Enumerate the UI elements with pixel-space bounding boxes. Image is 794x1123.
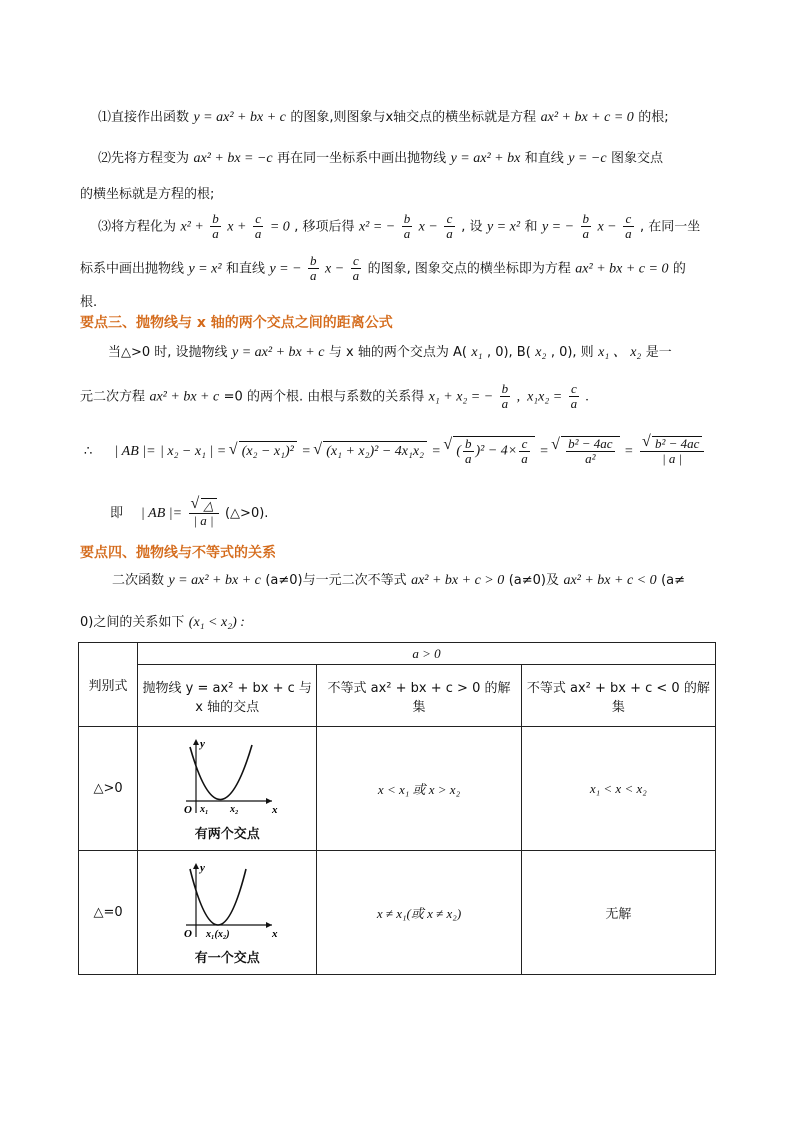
row2-caption: 有一个交点	[194, 951, 260, 966]
distance-conclusion: 即 | AB |= √ $\frac{\triangle}{| a |}$ (△>0).	[110, 498, 268, 528]
section-3-para-1: 当△>0 时, 设抛物线 y = ax² + bx + c 与 x 轴的两个交点为 A( x₁ , 0), B( x₂ , 0), 则 x₁ 、 x₂ 是一	[108, 345, 672, 360]
method-item-2: ⑵先将方程变为 ax² + bx = −c 再在同一坐标系中画出抛物线 y = ax² + bx 和直线 y = −c 图象交点	[98, 151, 664, 166]
row2-gt-solution: x ≠ x₁(或 x ≠ x₂)	[317, 851, 521, 975]
svg-text:y: y	[200, 862, 206, 874]
method-item-2-cont: 的横坐标就是方程的根;	[80, 187, 215, 202]
svg-text:x₁(x₂): x₁(x₂)	[206, 929, 230, 940]
section-4-para-2: 0)之间的关系如下 (x₁ < x₂) :	[80, 615, 245, 630]
distance-formula: ∴ | AB |= | x₂ − x₁ | = √ (x₂ − x₁)² = √ (x₁ + x₂)² − 4x₁x₂ = √ ( $\frac{b}{a}$ )² − 4× $\frac{c}{a}$ = √ $\frac{\text{b² − 4ac}}{\text{a²}}$ = √ $\frac{\text{b² − 4ac}}{| a |}$	[84, 436, 706, 466]
table-row	[79, 727, 716, 851]
row1-caption: 有两个交点	[194, 827, 260, 842]
section-4-para-1: 二次函数 y = ax² + bx + c (a≠0)与一元二次不等式 ax² + bx + c > 0 (a≠0)及 ax² + bx + c < 0 (a≠	[112, 573, 686, 588]
row2-lt-solution: 无解	[521, 851, 715, 975]
section-3-para-2: 元二次方程 ax² + bx + c =0 的两个根. 由根与系数的关系得 x₁ + x₂ = − $\frac{b}{a}$ , x₁x₂ = $\frac{c}{a}$ .	[80, 381, 590, 411]
svg-text:x: x	[272, 928, 278, 940]
row1-gt-solution: x < x₁ 或 x > x₂	[317, 727, 521, 851]
section-4-heading: 要点四、抛物线与不等式的关系	[80, 545, 276, 561]
method-item-1: ⑴直接作出函数 y = ax² + bx + c 的图象,则图象与x轴交点的横坐标就是方程 ax² + bx + c = 0 的根;	[98, 110, 669, 125]
relation-table	[78, 642, 716, 975]
header-discriminant: 判别式	[79, 643, 138, 727]
method-item-3-line2: 标系中画出抛物线 y = x² 和直线 y = − $\frac{b}{a}$ x − $\frac{c}{a}$ 的图象, 图象交点的横坐标即为方程 ax² + bx + c = 0 的	[80, 253, 686, 283]
svg-text:O: O	[184, 928, 193, 940]
header-intersections: 抛物线 y = ax² + bx + c 与 x 轴的交点	[138, 665, 317, 727]
row1-discriminant: △>0	[79, 727, 138, 851]
method-item-3: ⑶将方程化为 x² + $\frac{b}{a}$ x + $\frac{c}{a}$ = 0 , 移项后得 x² = − $\frac{b}{a}$ x − $\frac{c}{a}$ , 设 y = x² 和 y = − $\frac{b}{a}$ x − $\frac{c}{a}$ , 在同一坐	[98, 211, 701, 241]
svg-text:x: x	[272, 804, 278, 816]
svg-text:x₁: x₁	[200, 804, 209, 815]
row2-discriminant: △=0	[79, 851, 138, 975]
row1-lt-solution: x₁ < x < x₂	[521, 727, 715, 851]
table-row	[79, 851, 716, 975]
method-item-3-line3: 根.	[80, 295, 98, 310]
header-a-positive: a > 0	[138, 643, 716, 665]
row1-graph-cell	[138, 727, 317, 851]
header-lt-solution: 不等式 ax² + bx + c < 0 的解集	[521, 665, 715, 727]
header-gt-solution: 不等式 ax² + bx + c > 0 的解集	[317, 665, 521, 727]
one-intersection-graph	[172, 859, 282, 941]
section-3-heading: 要点三、抛物线与 x 轴的两个交点之间的距离公式	[80, 315, 393, 331]
two-intersections-graph	[172, 735, 282, 817]
svg-text:y: y	[200, 738, 206, 750]
svg-text:O: O	[184, 804, 193, 816]
svg-text:x₂: x₂	[230, 804, 239, 815]
row2-graph-cell	[138, 851, 317, 975]
